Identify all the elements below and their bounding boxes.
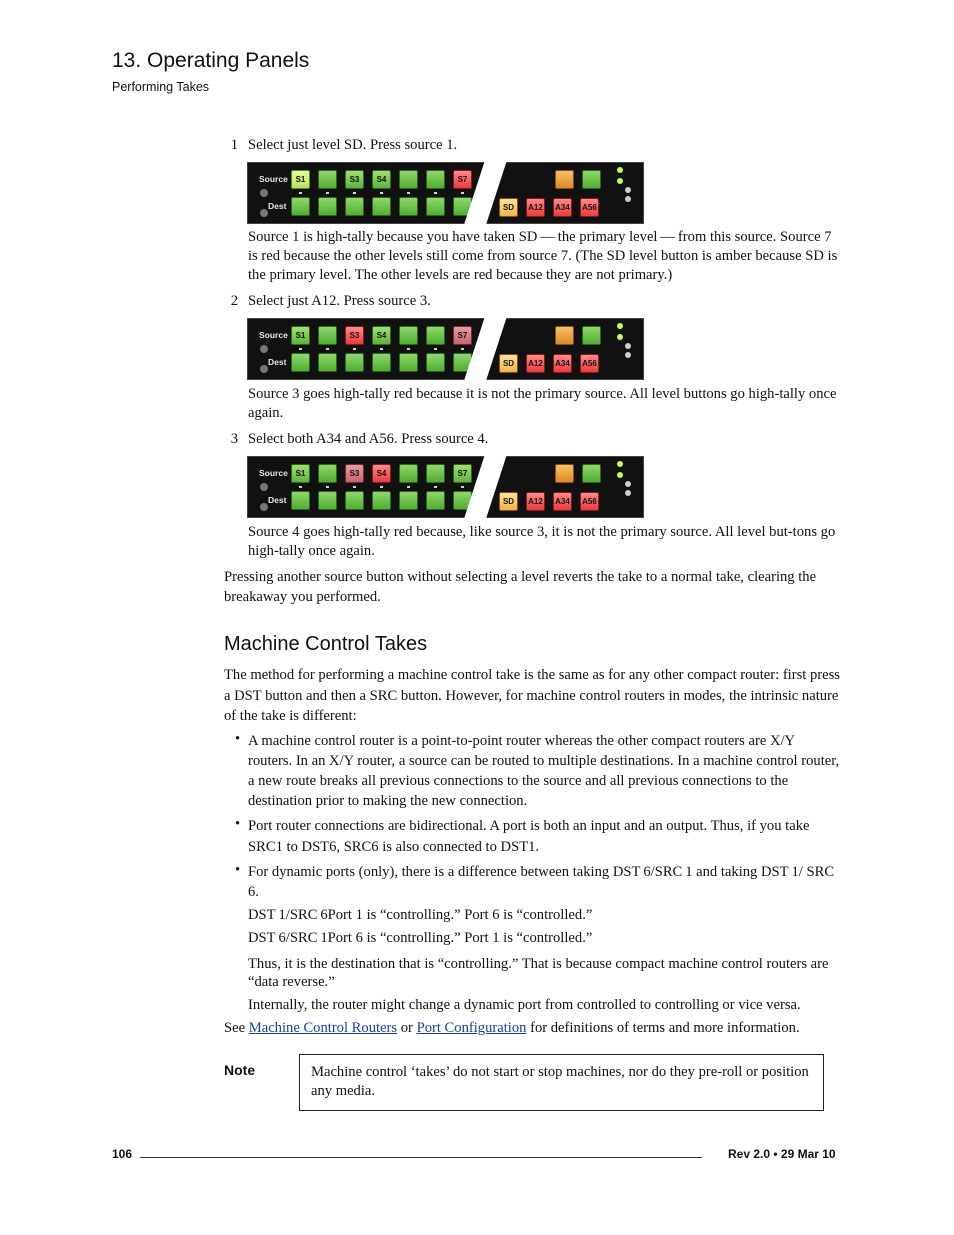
source-button[interactable]: S1 [291, 326, 310, 345]
dest-label: Dest [268, 201, 287, 211]
source-button[interactable]: S7 [453, 464, 472, 483]
source-button[interactable]: S3 [345, 326, 364, 345]
source-label: Source [259, 468, 288, 478]
source-button[interactable]: S3 [345, 464, 364, 483]
tally-dot [299, 192, 302, 194]
router-panel-3 [247, 456, 644, 518]
tally-dot [353, 486, 356, 488]
sub-paragraph: Thus, it is the destination that is “controlling.” That is because compact machine control routers are “data reverse.” [248, 956, 829, 990]
level-button[interactable] [555, 464, 574, 483]
page-number: 106 [112, 1147, 133, 1161]
dest-button[interactable] [426, 197, 445, 216]
tally-dot [461, 192, 464, 194]
status-led-icon [617, 461, 623, 467]
knob-icon [260, 189, 268, 197]
tally-dot [380, 486, 383, 488]
source-button[interactable] [399, 170, 418, 189]
link-port-configuration[interactable]: Port Configuration [416, 1020, 527, 1036]
dest-button[interactable] [345, 197, 364, 216]
tally-dot [407, 486, 410, 488]
source-button[interactable] [399, 464, 418, 483]
note-label: Note [224, 1062, 256, 1078]
source-button[interactable]: S1 [291, 170, 310, 189]
tally-dot [461, 348, 464, 350]
tally-dot [380, 348, 383, 350]
note-box [299, 1054, 824, 1111]
source-button[interactable] [318, 326, 337, 345]
status-led-icon [625, 187, 631, 193]
bullet-item: For dynamic ports (only), there is a difference between taking DST 6/SRC 1 and taking DST 1/ SRC 6. [248, 864, 837, 900]
dest-button[interactable] [426, 353, 445, 372]
tally-dot [299, 486, 302, 488]
level-button-a34[interactable]: A34 [553, 492, 572, 511]
section-title: Performing Takes [112, 80, 210, 94]
dest-button[interactable] [318, 353, 337, 372]
dest-label: Dest [268, 495, 287, 505]
tally-dot [461, 486, 464, 488]
bullet-marker: • [235, 862, 241, 878]
paragraph-revert: Pressing another source button without selecting a level reverts the take to a normal take, clearing the breakaway you performed. [224, 569, 817, 605]
dest-button[interactable] [291, 491, 310, 510]
dest-button[interactable] [372, 197, 391, 216]
source-button[interactable]: S4 [372, 170, 391, 189]
level-button-a56[interactable]: A56 [580, 492, 599, 511]
level-button[interactable] [582, 326, 601, 345]
level-button-a34[interactable]: A34 [553, 198, 572, 217]
tally-dot [326, 486, 329, 488]
note-text: Machine control ‘takes’ do not start or stop machines, nor do they pre-roll or position any media. [311, 1064, 809, 1099]
footer-rule [140, 1157, 702, 1158]
status-led-icon [625, 352, 631, 358]
knob-icon [260, 209, 268, 217]
level-button[interactable] [555, 170, 574, 189]
source-button[interactable] [399, 326, 418, 345]
level-button[interactable] [555, 326, 574, 345]
source-button[interactable]: S4 [372, 464, 391, 483]
tally-dot [353, 348, 356, 350]
source-button[interactable] [318, 170, 337, 189]
router-panel-2 [247, 318, 644, 380]
level-button-a12[interactable]: A12 [526, 354, 545, 373]
sub-paragraph: Internally, the router might change a dynamic port from controlled to controlling or vice versa. [248, 997, 801, 1013]
level-button[interactable] [582, 464, 601, 483]
see-suffix: for definitions of terms and more information. [530, 1020, 800, 1036]
dest-button[interactable] [291, 353, 310, 372]
bullet-item: A machine control router is a point-to-point router whereas the other compact routers are X/Y routers. In an X/Y router, a source can be routed to multiple destinations. In a machine control router, a new route breaks all previous connections to the source and all previous connections to the destination prior to making the new connection. [248, 733, 840, 809]
bullet-marker: • [235, 731, 241, 747]
tally-dot [407, 192, 410, 194]
dest-button[interactable] [399, 197, 418, 216]
step-text: Select just level SD. Press source 1. [248, 137, 458, 153]
status-led-icon [625, 196, 631, 202]
tally-dot [299, 348, 302, 350]
level-button-sd[interactable]: SD [499, 198, 518, 217]
source-button[interactable] [426, 326, 445, 345]
level-button-a34[interactable]: A34 [553, 354, 572, 373]
source-label: Source [259, 174, 288, 184]
tally-dot [434, 192, 437, 194]
tally-dot [353, 192, 356, 194]
chapter-title: 13. Operating Panels [112, 49, 310, 72]
level-button-sd[interactable]: SD [499, 492, 518, 511]
step-number: 2 [230, 293, 238, 309]
tally-dot [380, 192, 383, 194]
knob-icon [260, 483, 268, 491]
dest-button[interactable] [291, 197, 310, 216]
source-button[interactable]: S7 [453, 326, 472, 345]
dest-button[interactable] [345, 353, 364, 372]
source-button[interactable]: S1 [291, 464, 310, 483]
status-led-icon [625, 343, 631, 349]
step-number: 3 [230, 431, 238, 447]
status-led-icon [617, 178, 623, 184]
level-button-a56[interactable]: A56 [580, 354, 599, 373]
source-button[interactable]: S7 [453, 170, 472, 189]
step-text: Select both A34 and A56. Press source 4. [248, 431, 489, 447]
status-led-icon [617, 334, 623, 340]
bullet-marker: • [235, 816, 241, 832]
see-prefix: See [224, 1020, 246, 1036]
step-caption: Source 4 goes high-tally red because, like source 3, it is not the primary source. All level but-tons go high-tally once again. [248, 524, 836, 559]
see-also-line [224, 1020, 800, 1037]
tally-dot [326, 192, 329, 194]
dest-label: Dest [268, 357, 287, 367]
status-led-icon [617, 472, 623, 478]
status-led-icon [617, 167, 623, 173]
level-button-sd[interactable]: SD [499, 354, 518, 373]
dest-button[interactable] [345, 491, 364, 510]
link-machine-control-routers[interactable]: Machine Control Routers [248, 1020, 398, 1036]
dest-button[interactable] [372, 491, 391, 510]
tally-dot [326, 348, 329, 350]
source-label: Source [259, 330, 288, 340]
status-led-icon [625, 481, 631, 487]
source-button[interactable]: S4 [372, 326, 391, 345]
tally-dot [434, 348, 437, 350]
section-heading: Machine Control Takes [224, 633, 428, 655]
knob-icon [260, 345, 268, 353]
tally-dot [407, 348, 410, 350]
knob-icon [260, 503, 268, 511]
paragraph-intro: The method for performing a machine control take is the same as for any other compact router: first press a DST button and then a SRC button. However, for machine control routers in modes, the intrinsic nature of the take is different: [224, 667, 840, 724]
tally-dot [434, 486, 437, 488]
dest-button[interactable] [399, 491, 418, 510]
status-led-icon [617, 323, 623, 329]
dest-button[interactable] [318, 491, 337, 510]
knob-icon [260, 365, 268, 373]
level-button-a56[interactable]: A56 [580, 198, 599, 217]
step-caption: Source 3 goes high-tally red because it is not the primary source. All level buttons go high-tally once again. [248, 386, 837, 421]
source-button[interactable] [318, 464, 337, 483]
see-or: or [400, 1020, 413, 1036]
step-number: 1 [230, 137, 238, 153]
bullet-item: Port router connections are bidirectional. A port is both an input and an output. Thus, if you take SRC1 to DST6, SRC6 is also connected to DST1. [248, 818, 810, 855]
source-button[interactable] [426, 170, 445, 189]
level-button-a12[interactable]: A12 [526, 492, 545, 511]
dest-button[interactable] [318, 197, 337, 216]
level-button-a12[interactable]: A12 [526, 198, 545, 217]
source-button[interactable]: S3 [345, 170, 364, 189]
sub-paragraph: DST 6/SRC 1Port 6 is “controlling.” Port 1 is “controlled.” [248, 930, 593, 946]
footer-revision: Rev 2.0 • 29 Mar 10 [728, 1147, 836, 1161]
sub-paragraph: DST 1/SRC 6Port 1 is “controlling.” Port 6 is “controlled.” [248, 907, 593, 923]
dest-button[interactable] [372, 353, 391, 372]
level-button[interactable] [582, 170, 601, 189]
status-led-icon [625, 490, 631, 496]
router-panel-1 [247, 162, 644, 224]
dest-button[interactable] [426, 491, 445, 510]
source-button[interactable] [426, 464, 445, 483]
step-caption: Source 1 is high-tally because you have taken SD — the primary level — from this source. Source 7 is red because the other levels still come from source 7. (The SD level button is amber because SD is the primary level. The other levels are red because they are not primary.) [248, 229, 838, 283]
dest-button[interactable] [399, 353, 418, 372]
step-text: Select just A12. Press source 3. [248, 293, 431, 309]
